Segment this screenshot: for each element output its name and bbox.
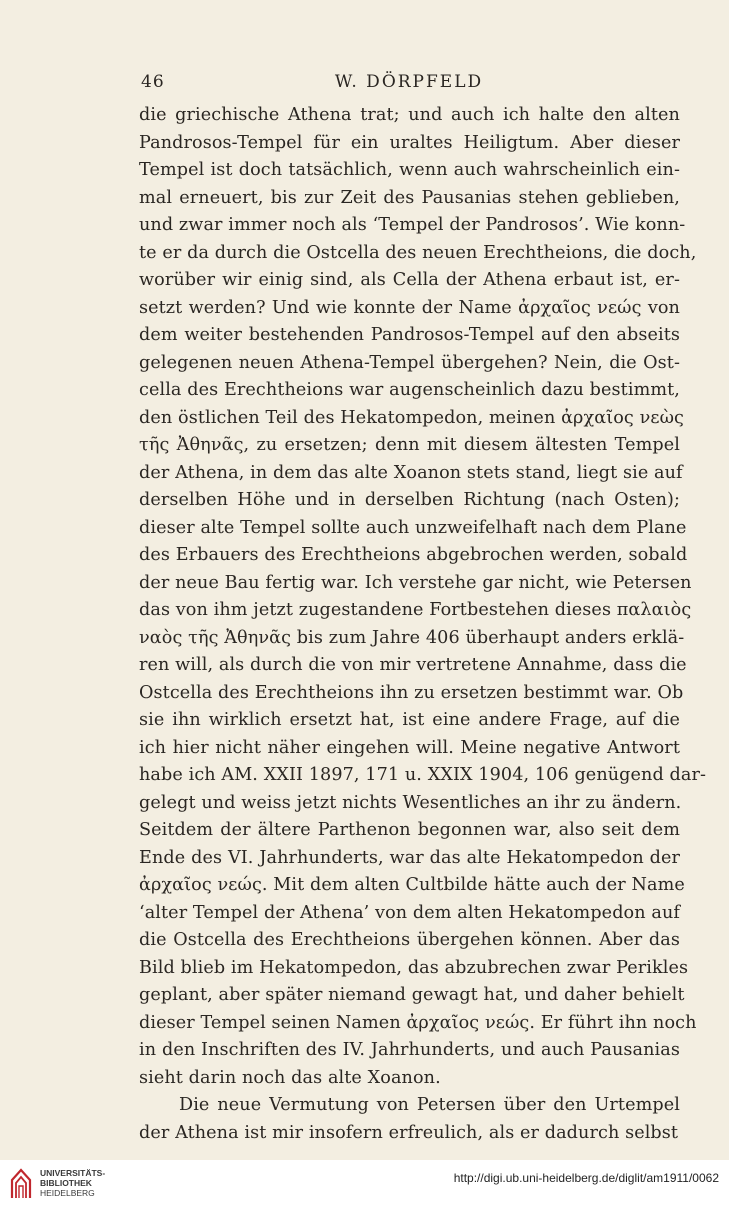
page-header bbox=[139, 72, 679, 96]
text-line: te er da durch die Ostcella des neuen Erechtheions, die doch, bbox=[139, 242, 697, 263]
text-line: des Erbauers des Erechtheions abgebrochen werden, sobald bbox=[139, 545, 688, 565]
text-line: dieser alte Tempel sollte auch unzweifelhaft nach dem Plane bbox=[139, 517, 687, 538]
text-line: den östlichen Teil des Hekatompedon, meinen ἀρχαῖος νεὼς bbox=[139, 407, 684, 428]
text-line: der Athena, in dem das alte Xoanon stets stand, liegt sie auf bbox=[139, 462, 683, 483]
text-line: Ende des VI. Jahrhunderts, war das alte Hekatompedon der bbox=[139, 847, 680, 868]
footer-bar bbox=[0, 1160, 729, 1207]
text-line: das von ihm jetzt zugestandene Fortbestehen dieses παλαιὸς bbox=[139, 600, 692, 620]
body-text bbox=[139, 102, 707, 1147]
text-line: die Ostcella des Erechtheions übergehen können. Aber das bbox=[139, 930, 680, 950]
source-url-link[interactable]: http://digi.ub.uni-heidelberg.de/diglit/am1911/0062 bbox=[453, 1171, 719, 1185]
text-line: in den Inschriften des IV. Jahrhunderts, und auch Pausanias bbox=[139, 1040, 680, 1060]
library-name: UNIVERSITÄTS- BIBLIOTHEK HEIDELBERG bbox=[40, 1168, 106, 1198]
text-line: Seitdem der ältere Parthenon begonnen war, also seit dem bbox=[139, 820, 680, 840]
text-line: ich hier nicht näher eingehen will. Meine negative Antwort bbox=[139, 737, 680, 758]
text-line: ναὸς τῆς Ἀθηνᾶς bis zum Jahre 406 überhaupt anders erklä- bbox=[139, 627, 685, 648]
text-line: ren will, als durch die von mir vertretene Annahme, dass die bbox=[139, 655, 687, 675]
text-line: ‘alter Tempel der Athena’ von dem alten Hekatompedon auf bbox=[139, 902, 681, 923]
text-line: habe ich AM. XXII 1897, 171 u. XXIX 1904, 106 genügend dar- bbox=[139, 765, 707, 785]
text-line: cella des Erechtheions war augenscheinlich dazu bestimmt, bbox=[139, 380, 680, 400]
text-line: mal erneuert, bis zur Zeit des Pausanias stehen geblieben, bbox=[139, 187, 680, 208]
library-logo-icon bbox=[8, 1166, 34, 1200]
page-number: 46 bbox=[141, 72, 165, 92]
text-line: die griechische Athena trat; und auch ich halte den alten bbox=[139, 105, 680, 125]
text-line: der Athena ist mir insofern erfreulich, als er dadurch selbst bbox=[139, 1122, 679, 1143]
text-line: Die neue Vermutung von Petersen über den Urtempel bbox=[179, 1095, 680, 1115]
text-line: setzt werden? Und wie konnte der Name ἀρχαῖος νεώς von bbox=[139, 297, 680, 318]
text-line: dieser Tempel seinen Namen ἀρχαῖος νεώς. Er führt ihn noch bbox=[139, 1012, 697, 1033]
text-line: derselben Höhe und in derselben Richtung (nach Osten); bbox=[139, 490, 680, 510]
text-line: sie ihn wirklich ersetzt hat, ist eine andere Frage, auf die bbox=[139, 710, 680, 730]
text-line: Tempel ist doch tatsächlich, wenn auch wahrscheinlich ein- bbox=[139, 160, 680, 180]
text-line: Pandrosos-Tempel für ein uraltes Heiligtum. Aber dieser bbox=[139, 132, 680, 153]
text-line: Bild blieb im Hekatompedon, das abzubrechen zwar Perikles bbox=[139, 957, 689, 978]
text-line: gelegenen neuen Athena-Tempel übergehen? Nein, die Ost- bbox=[139, 352, 680, 373]
text-line: Ostcella des Erechtheions ihn zu ersetzen bestimmt war. Ob bbox=[139, 682, 684, 703]
text-line: der neue Bau fertig war. Ich verstehe gar nicht, wie Petersen bbox=[139, 572, 692, 593]
text-line: dem weiter bestehenden Pandrosos-Tempel auf den abseits bbox=[139, 325, 680, 345]
text-line: worüber wir einig sind, als Cella der Athena erbaut ist, er- bbox=[139, 270, 680, 290]
text-line: und zwar immer noch als ‘Tempel der Pandrosos’. Wie konn- bbox=[139, 215, 686, 235]
text-line: sieht darin noch das alte Xoanon. bbox=[139, 1067, 441, 1088]
text-line: τῆς Ἀθηνᾶς, zu ersetzen; denn mit diesem ältesten Tempel bbox=[139, 435, 680, 455]
text-line: geplant, aber später niemand gewagt hat, und daher behielt bbox=[139, 985, 685, 1005]
text-line: ἀρχαῖος νεώς. Mit dem alten Cultbilde hätte auch der Name bbox=[139, 875, 685, 895]
running-title: W. DÖRPFELD bbox=[334, 72, 484, 92]
text-line: gelegt und weiss jetzt nichts Wesentliches an ihr zu ändern. bbox=[139, 792, 682, 813]
